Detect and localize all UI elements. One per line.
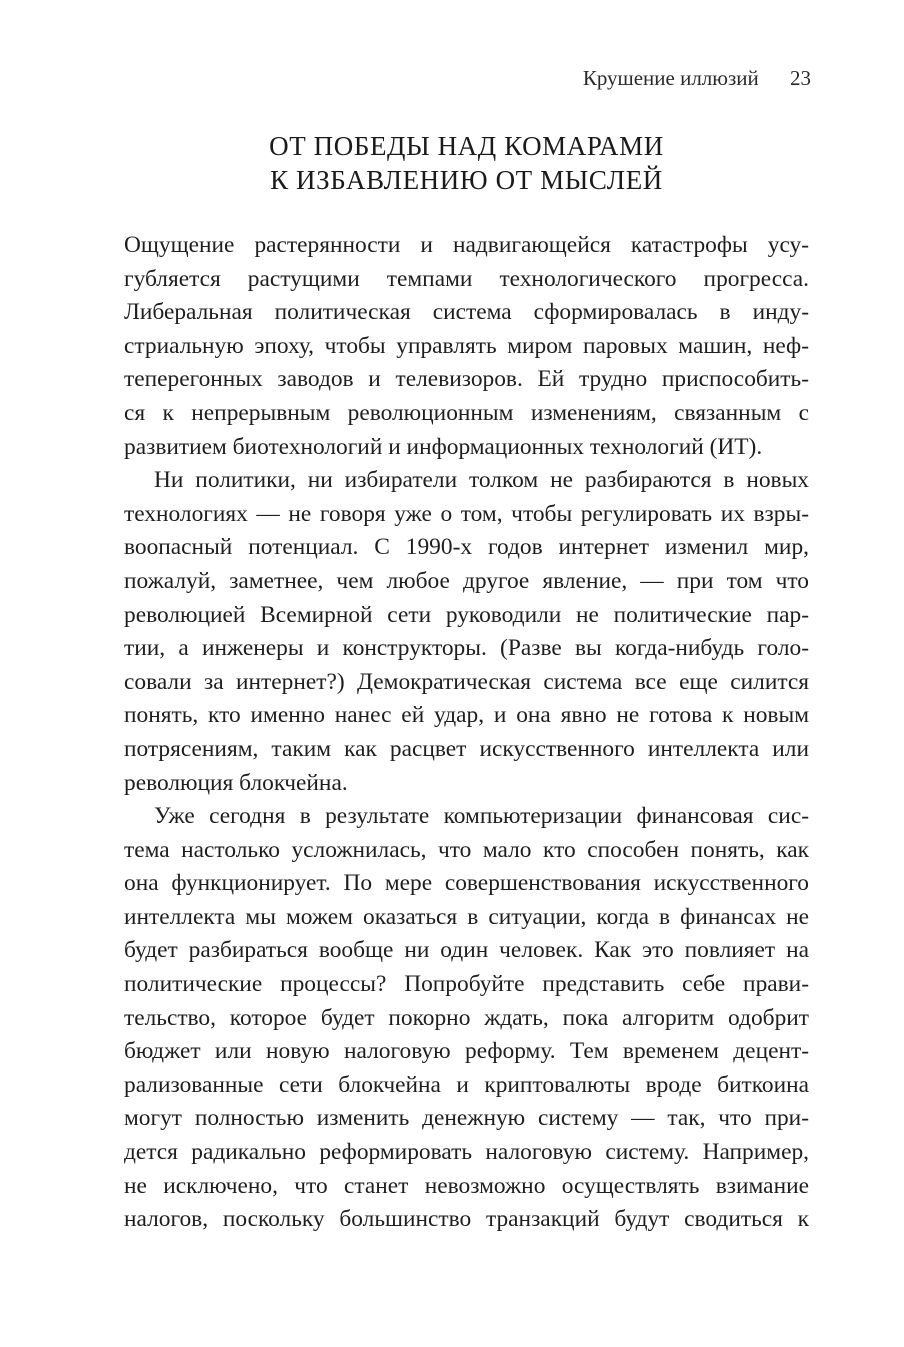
- text-line: Ни политики, ни избиратели толком не разбираются в новых: [154, 467, 809, 494]
- text-line: она функционирует. По мере совершенствования искусственного: [124, 870, 809, 897]
- text-line: стриальную эпоху, чтобы управлять миром паровых машин, неф-: [124, 332, 809, 359]
- text-line: интеллекта мы можем оказаться в ситуации, когда в финансах не: [124, 903, 809, 930]
- text-line: ся к непрерывным революционным изменениям, связанным с: [124, 399, 809, 426]
- text-line: революция блокчейна.: [124, 769, 348, 796]
- text-line: потрясениям, таким как расцвет искусственного интеллекта или: [124, 735, 809, 762]
- text-line: революцией Всемирной сети руководили не политические пар-: [124, 601, 809, 628]
- text-line: тии, а инженеры и конструкторы. (Разве вы когда-нибудь голо-: [124, 635, 809, 662]
- text-line: совали за интернет?) Демократическая система все еще силится: [124, 668, 809, 695]
- text-line: теперегонных заводов и телевизоров. Ей трудно приспособить-: [124, 366, 809, 393]
- text-line: Либеральная политическая система сформировалась в инду-: [124, 299, 809, 326]
- text-line: бюджет или новую налоговую реформу. Тем временем децент-: [124, 1038, 809, 1065]
- text-line: развитием биотехнологий и информационных технологий (ИТ).: [124, 433, 763, 460]
- text-line: губляется растущими темпами технологического прогресса.: [124, 265, 809, 292]
- text-line: не исключено, что станет невозможно осуществлять взимание: [124, 1172, 809, 1199]
- text-line: могут полностью изменить денежную систему — так, что при-: [124, 1105, 809, 1132]
- section-title-line-1: ОТ ПОБЕДЫ НАД КОМАРАМИ: [269, 131, 664, 161]
- text-line: Уже сегодня в результате компьютеризации финансовая сис-: [154, 803, 809, 830]
- chapter-title: Крушение иллюзий: [582, 66, 759, 90]
- paragraph-3: [124, 800, 809, 1237]
- paragraph-2: [124, 464, 809, 800]
- text-line: Ощущение растерянности и надвигающейся катастрофы усу-: [124, 232, 809, 258]
- text-line: рализованные сети блокчейна и криптовалюты вроде биткоина: [124, 1071, 809, 1098]
- text-line: политические процессы? Попробуйте представить себе прави-: [124, 971, 809, 998]
- paragraph-1: [124, 229, 809, 464]
- text-line: будет разбираться вообще ни один человек. Как это повлияет на: [124, 937, 809, 964]
- text-line: тема настолько усложнилась, что мало кто способен понять, как: [124, 836, 809, 863]
- text-line: налогов, поскольку большинство транзакций будут сводиться к: [124, 1206, 809, 1233]
- page-number: 23: [790, 66, 811, 90]
- text-line: технологиях — не говоря уже о том, чтобы регулировать их взры-: [124, 500, 809, 527]
- text-line: понять, кто именно нанес ей удар, и она явно не готова к новым: [124, 702, 809, 729]
- text-line: тельство, которое будет покорно ждать, пока алгоритм одобрит: [124, 1004, 809, 1031]
- text-line: воопасный потенциал. С 1990-х годов интернет изменил мир,: [124, 534, 809, 561]
- running-header: [583, 66, 811, 91]
- text-line: пожалуй, заметнее, чем любое другое явление, — при том что: [124, 567, 809, 594]
- section-title: [124, 129, 809, 197]
- text-line: дется радикально реформировать налоговую систему. Например,: [124, 1139, 809, 1166]
- section-title-line-2: К ИЗБАВЛЕНИЮ ОТ МЫСЛЕЙ: [270, 165, 663, 195]
- body-text: [124, 229, 809, 1237]
